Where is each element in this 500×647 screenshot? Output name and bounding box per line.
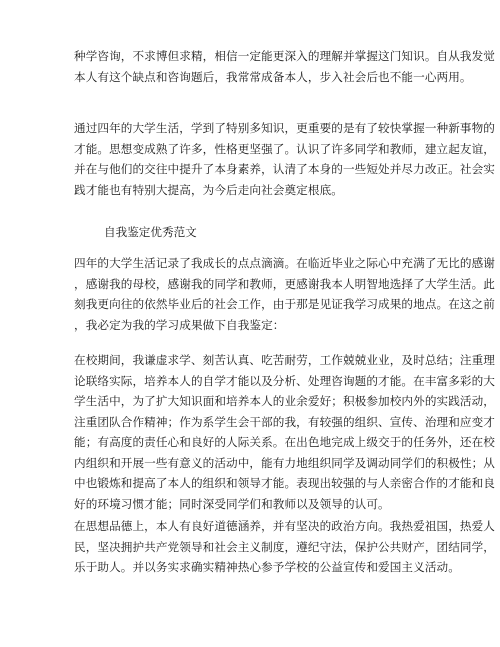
text-line: 民，坚决拥护共产党领导和社会主义制度，遵纪守法，保护公共财产，团结同学， [74, 539, 495, 554]
text-line: 践才能也有特别大提高，为今后走向社会奠定根底。 [74, 182, 343, 197]
section-heading: 自我鉴定优秀范文 [104, 225, 197, 239]
text-line: 注重团队合作精神；作为系学生会干部的我，有较强的组织、宣传、治理和应变才 [74, 414, 495, 429]
text-line: 才能。思想变成熟了许多，性格更坚强了。认识了许多同学和教师，建立起友谊， [74, 141, 495, 156]
paragraph-4 [74, 350, 495, 514]
text-line: 在校期间，我谦虚求学、刻苦认真、吃苦耐劳，工作兢兢业业，及时总结；注重理 [74, 353, 495, 367]
text-line: 学生活中，为了扩大知识面和培养本人的业余爱好；积极参加校内外的实践活动， [74, 394, 495, 408]
text-line: 种学咨询，不求博但求精，相信一定能更深入的理解并掌握这门知识。自从我发觉 [74, 49, 495, 63]
text-line: 论联络实际，培养本人的自学才能以及分析、处理咨询题的才能。在丰富多彩的大 [74, 373, 495, 388]
paragraph-2 [74, 118, 495, 200]
paragraph-5 [74, 516, 495, 578]
text-line: ，我必定为我的学习成果做下自我鉴定： [74, 317, 285, 332]
text-line: ，感谢我的母校，感谢我的同学和教师，更感谢我本人明智地选择了大学生活。此 [74, 276, 495, 291]
text-line: 能；有高度的责任心和良好的人际关系。在出色地完成上级交于的任务外，还在校 [74, 435, 495, 449]
text-line: 本人有这个缺点和咨询题后，我常常成备本人，步入社会后也不能一心两用。 [74, 69, 472, 84]
text-line: 中也锻炼和提高了本人的组织和领导才能。表现出较强的与人亲密合作的才能和良 [74, 476, 495, 490]
text-line: 刻我更向往的依然毕业后的社会工作，由于那是见证我学习成果的地点。在这之前 [74, 297, 495, 311]
text-line: 好的环境习惯才能；同时深受同学们和教师以及领导的认可。 [74, 496, 390, 511]
text-line: 在思想品德上，本人有良好道德涵养，并有坚决的政治方向。我热爱祖国，热爱人 [74, 519, 495, 533]
text-line: 四年的大学生活记录了我成长的点点滴滴。在临近毕业之际心中充满了无比的感谢 [74, 256, 495, 270]
text-line: 并在与他们的交往中提升了本身素养，认清了本身的一些短处并尽力改正。社会实 [74, 162, 495, 176]
paragraph-3 [74, 253, 495, 335]
text-line: 通过四年的大学生活，学到了特别多知识，更重要的是有了较快掌握一种新事物的 [74, 121, 495, 135]
text-line: 内组织和开展一些有意义的活动中，能有力地组织同学及调动同学们的积极性；从 [74, 455, 495, 470]
text-line: 乐于助人。并以务实求确实精神热心参予学校的公益宣传和爱国主义活动。 [74, 560, 460, 574]
paragraph-1 [74, 46, 495, 87]
